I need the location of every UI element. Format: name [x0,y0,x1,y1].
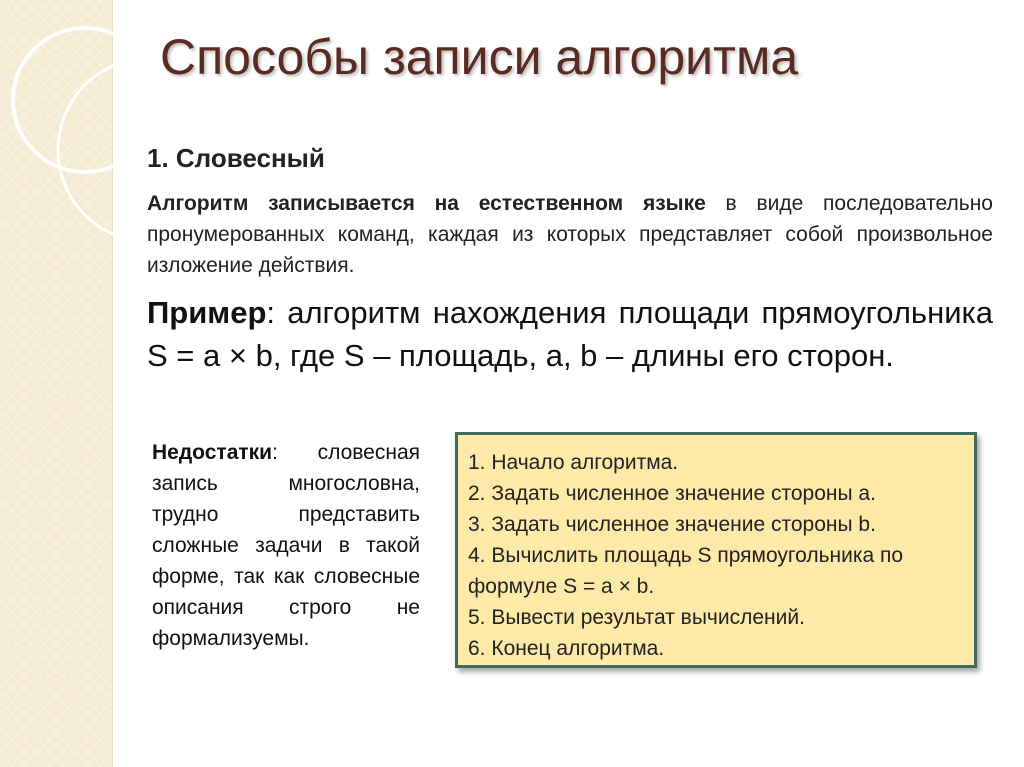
drawbacks-label: Недостатки [152,441,273,464]
slide-title: Способы записи алгоритма [160,29,799,85]
algorithm-steps-box [455,432,977,668]
definition-paragraph [147,188,993,281]
drawbacks-text: : словесная запись многословна, трудно представить сложные задачи в такой форме, так как словесные описания строго не формализуемы. [152,441,420,650]
algorithm-step: 1. Начало алгоритма. [468,451,679,474]
definition-bold-phrase: Алгоритм записывается на естественном языке [147,192,706,215]
example-label: Пример [147,295,267,330]
algorithm-step: 4. Вычислить площадь S прямоугольника по формуле S = a × b. [468,544,904,598]
algorithm-step: 3. Задать численное значение стороны b. [468,513,876,536]
algorithm-step: 6. Конец алгоритма. [468,637,665,660]
algorithm-step: 2. Задать численное значение стороны a. [468,482,876,505]
algorithm-step: 5. Вывести результат вычислений. [468,606,805,629]
algorithm-steps-list [468,447,974,664]
example-paragraph [147,291,993,377]
example-text: : алгоритм нахождения площади прямоугольника S = a × b, где S – площадь, a, b – длины его сторон. [147,295,993,373]
decorative-sidebar [0,0,113,767]
section-heading: 1. Словесный [147,143,325,173]
definition-rest: в виде последовательно пронумерованных команд, каждая из которых представляет собой произвольное изложение действия. [147,192,993,277]
drawbacks-paragraph [152,437,420,654]
